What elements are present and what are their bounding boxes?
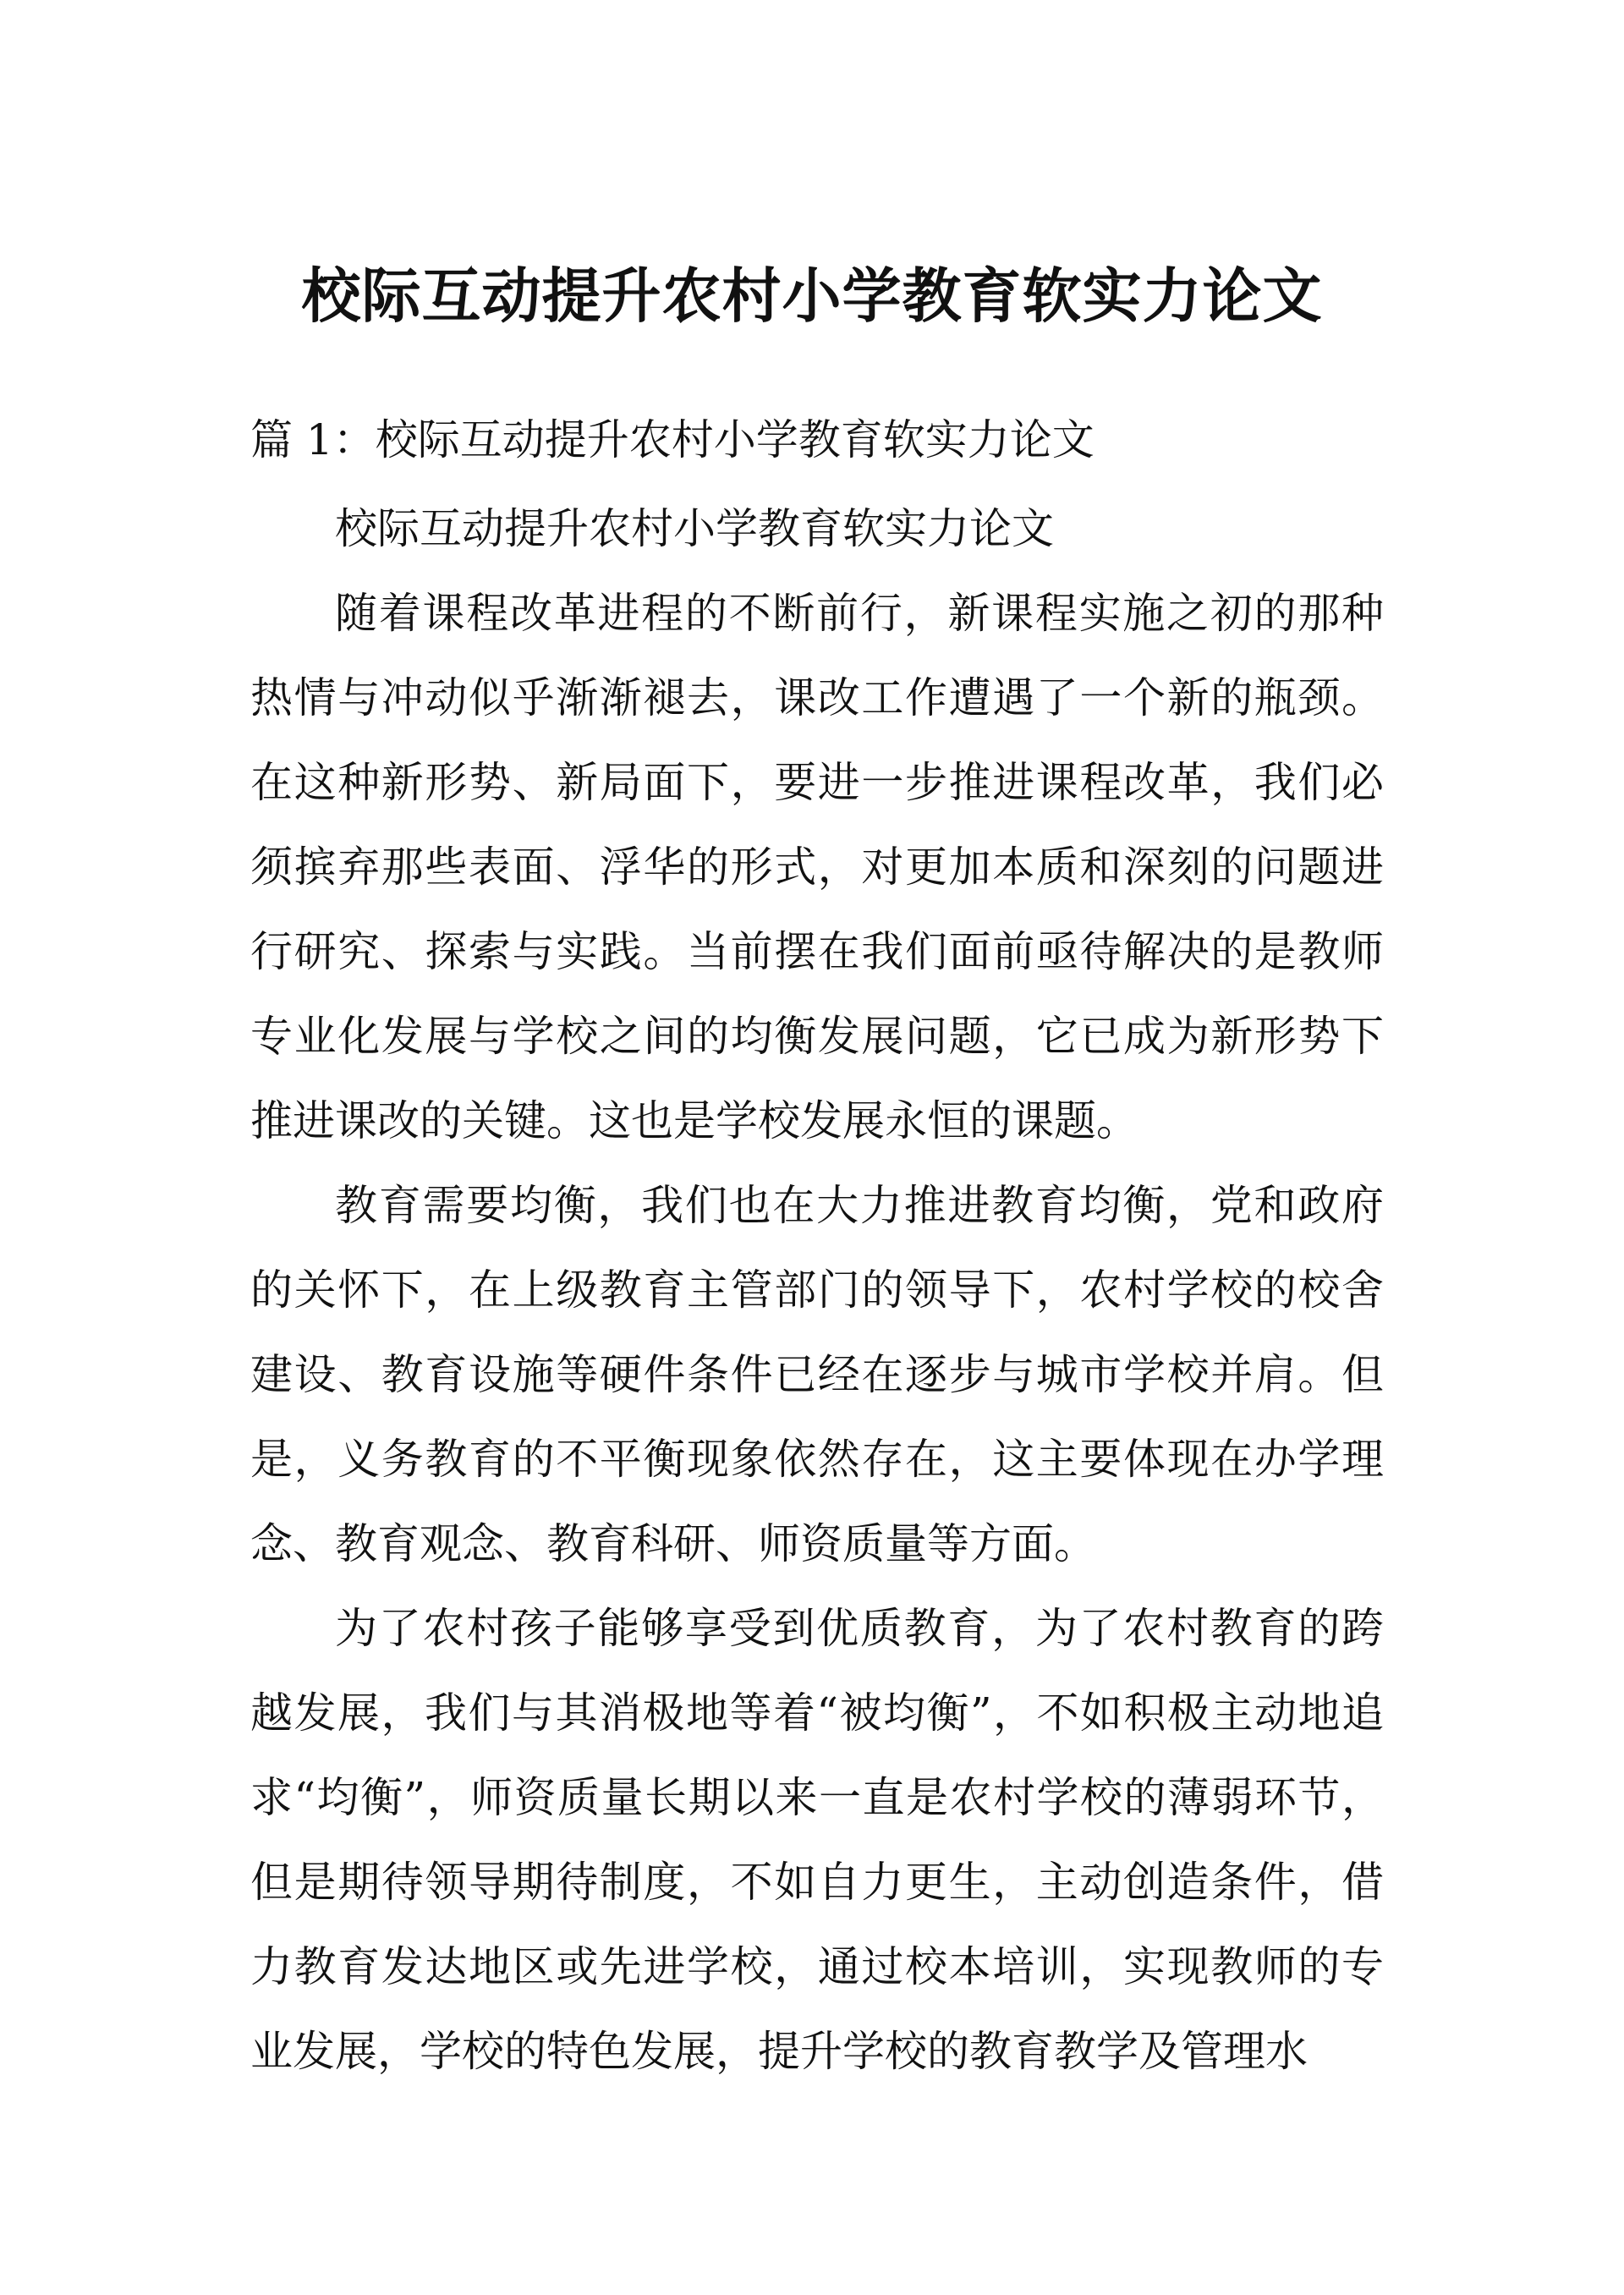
- paragraph-subtitle: 校际互动提升农村小学教育软实力论文: [335, 504, 1054, 553]
- section-heading: 篇 1：校际互动提升农村小学教育软实力论文: [250, 415, 1095, 464]
- paragraph: 教育需要均衡，我们也在大力推进教育均衡，党和政府的关怀下，在上级教育主管部门的领导下，农村学校的校舍建设、教育设施等硬件条件已经在逐步与城市学校并肩。但是，义务教育的不平衡现象依然存在，这主要体现在办学理念、教育观念、教育科研、师资质量等方面。: [250, 1181, 1384, 1568]
- paragraph: 为了农村孩子能够享受到优质教育，为了农村教育的跨越发展，我们与其消极地等着“被均衡”，不如积极主动地追求“均衡”，师资质量长期以来一直是农村学校的薄弱环节，但是期待领导期待制度，不如自力更生，主动创造条件，借力教育发达地区或先进学校，通过校本培训，实现教师的专业发展，学校的特色发展，提升学校的教育教学及管理水: [250, 1604, 1384, 2076]
- paragraph: 随着课程改革进程的不断前行，新课程实施之初的那种热情与冲动似乎渐渐褪去，课改工作遭遇了一个新的瓶颈。在这种新形势、新局面下，要进一步推进课程改革，我们必须摈弃那些表面、浮华的形式，对更加本质和深刻的问题进行研究、探索与实践。当前摆在我们面前亟待解决的是教师专业化发展与学校之间的均衡发展问题，它已成为新形势下推进课改的关键。这也是学校发展永恒的课题。: [250, 589, 1384, 1145]
- document-body: [250, 486, 1384, 2094]
- document-title: 校际互动提升农村小学教育软实力论文: [301, 261, 1323, 331]
